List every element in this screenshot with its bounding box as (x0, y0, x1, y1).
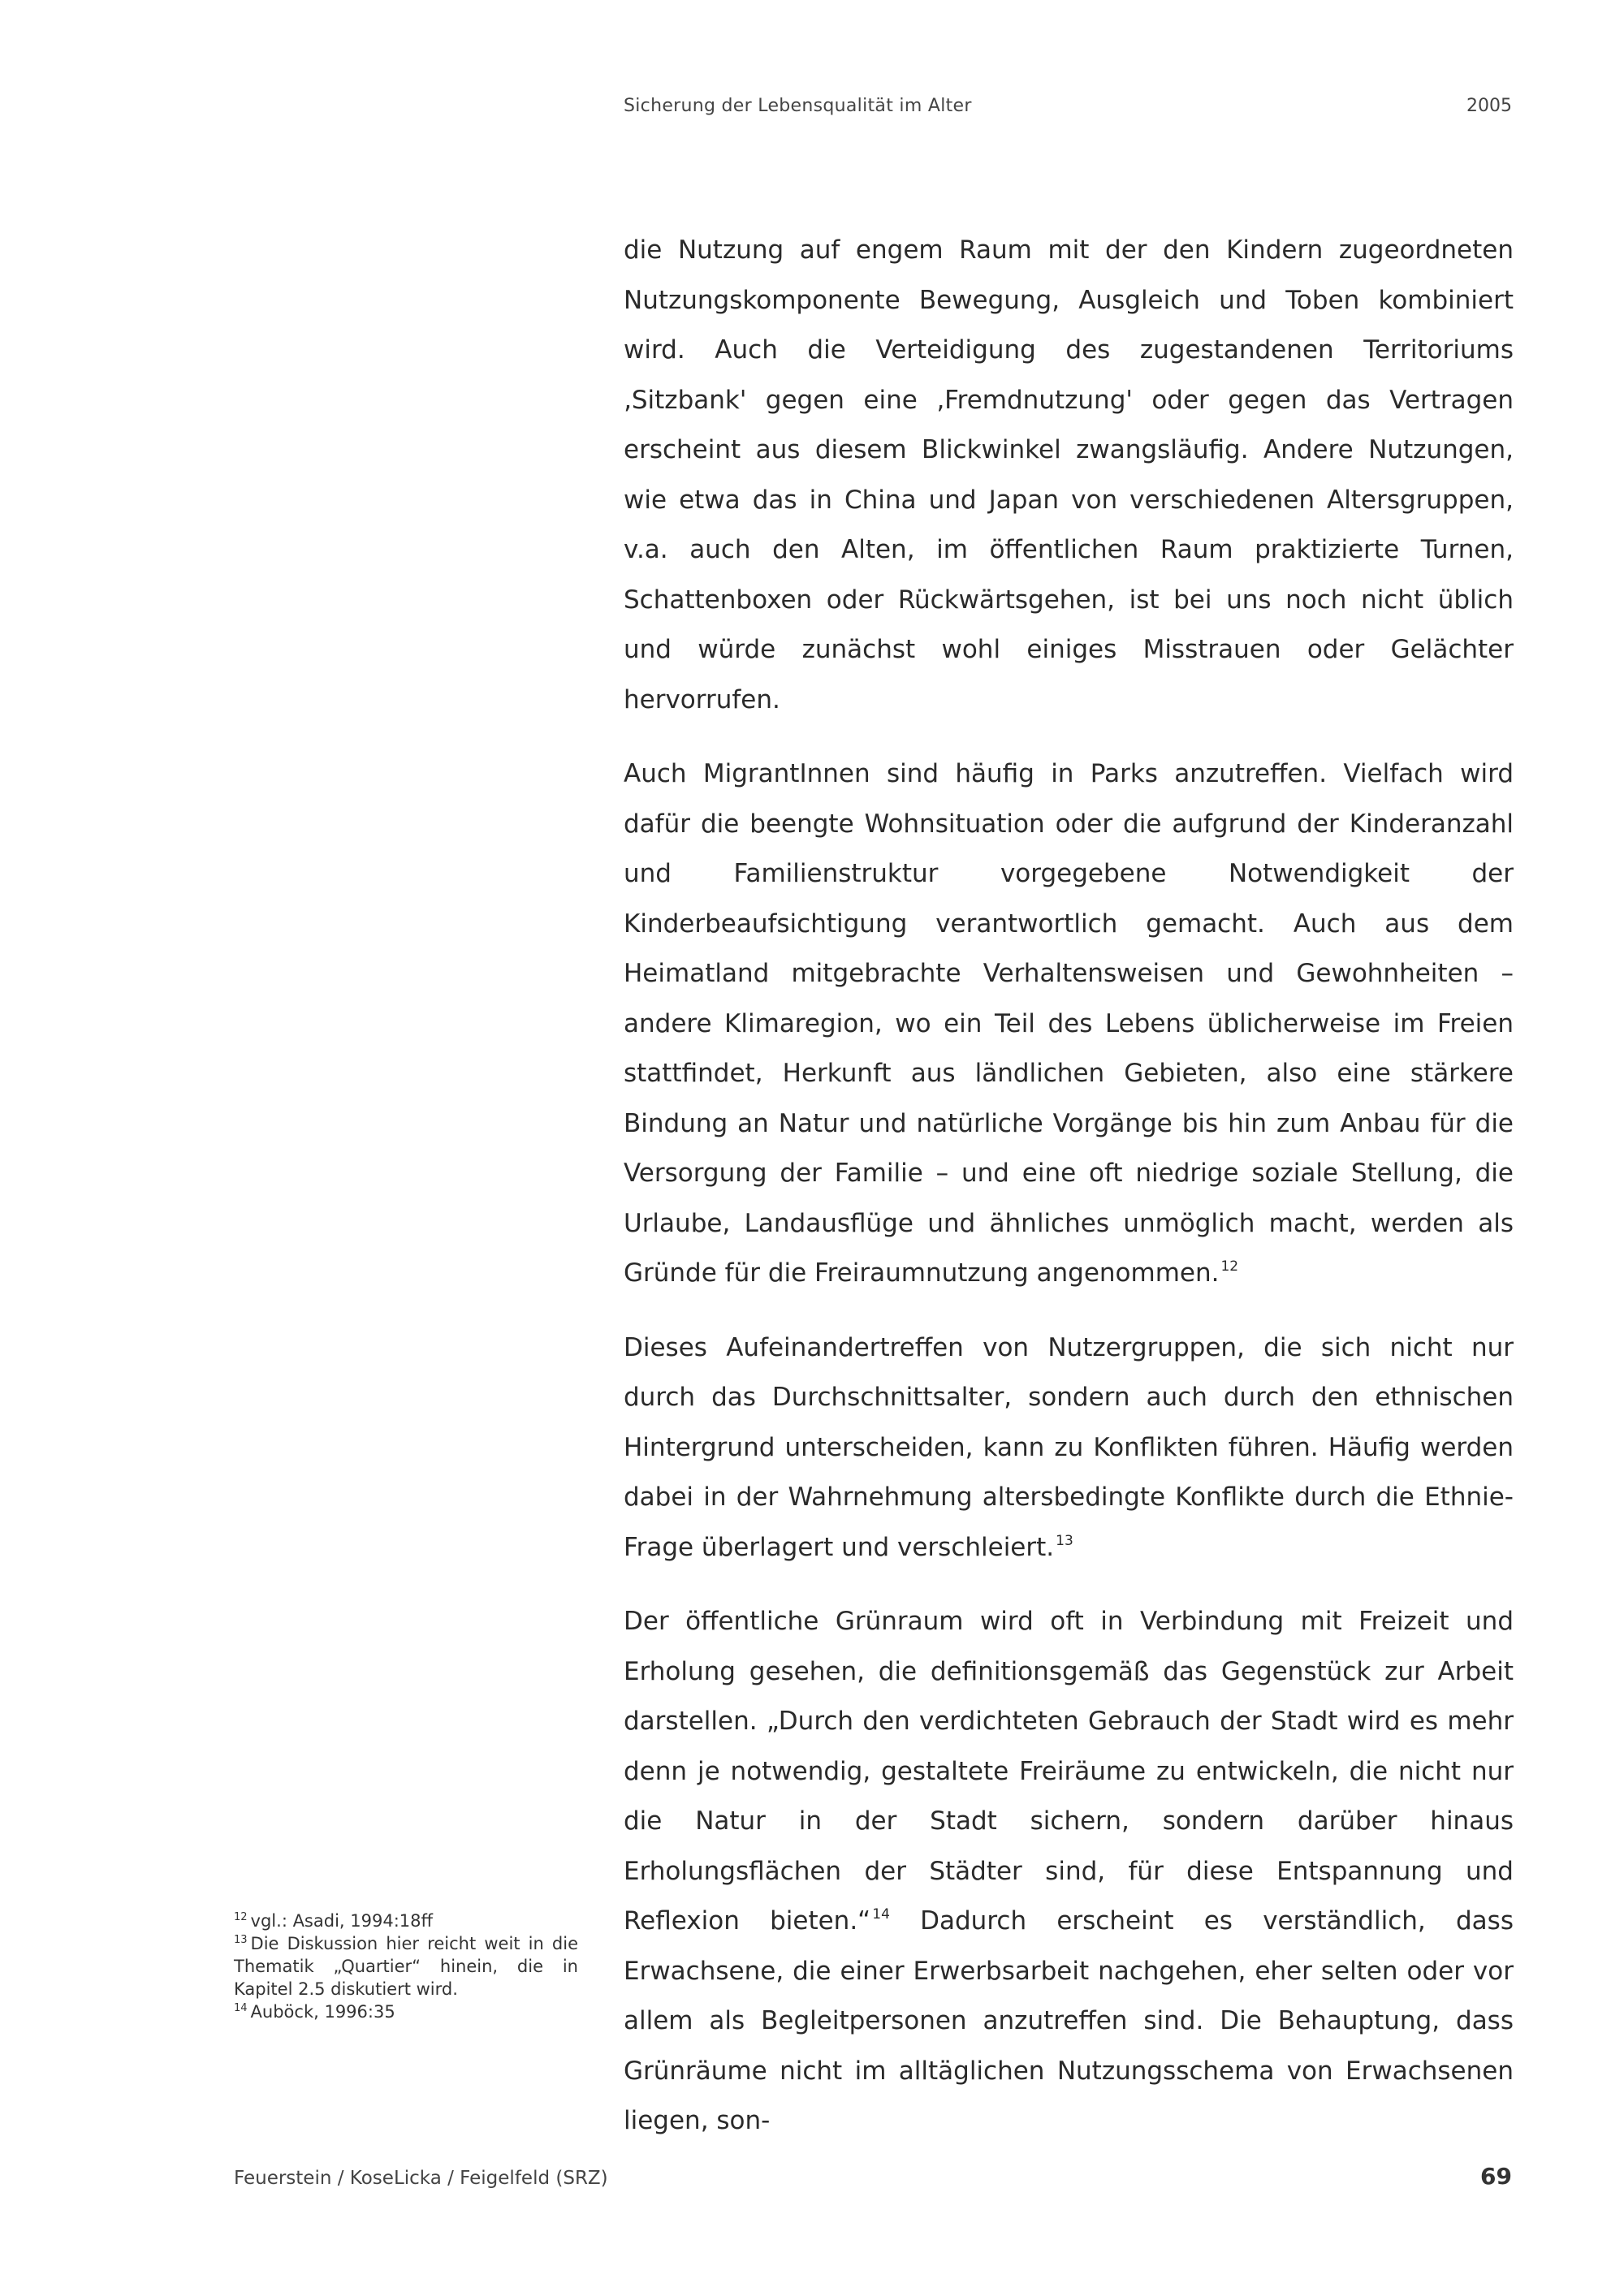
footnotes (234, 1910, 578, 2023)
footnote-number: 12 (234, 1911, 248, 1923)
paragraph-text: Dieses Aufeinandertreffen von Nutzergruppen, die sich nicht nur durch das Durchschnittsalter, sondern auch durch den ethnischen Hintergrund unterscheiden, kann zu Konflikten führen. Häufig werden dabei in der Wahrnehmung altersbedingte Konflikte durch die Ethnie-Frage überlagert und verschleiert. (624, 1332, 1514, 1562)
paragraph-text: Der öffentliche Grünraum wird oft in Verbindung mit Freizeit und Erholung gesehen, die definitionsgemäß das Gegenstück zur Arbeit darstellen. „Durch den verdichteten Gebrauch der Stadt wird es mehr denn je notwendig, gestaltete Freiräume zu entwickeln, die nicht nur die Natur in der Stadt sichern, sondern darüber hinaus Erholungsflächen der Städter sind, für diese Entspannung und Reflexion bieten.“ (624, 1607, 1514, 1936)
footnote (234, 1932, 578, 2000)
paragraph (624, 226, 1514, 725)
footnote-ref: 13 (1056, 1532, 1073, 1549)
footnote-number: 13 (234, 1934, 248, 1946)
paragraph (624, 1323, 1514, 1573)
paragraph (624, 749, 1514, 1299)
paragraph-text: Dadurch erscheint es verständlich, dass Erwachsene, die einer Erwerbsarbeit nachgehen, eher selten oder vor allem als Begleitpersonen anzutreffen sind. Die Behauptung, dass Grünräume nicht im alltäglichen Nutzungsschema von Erwachsenen liegen, son- (624, 1906, 1514, 2135)
footnote-text: vgl.: Asadi, 1994:18ff (250, 1911, 433, 1931)
footnote (234, 1910, 578, 1932)
footnote-text: Auböck, 1996:35 (250, 2002, 395, 2022)
paragraph-text: die Nutzung auf engem Raum mit der den Kindern zugeordneten Nutzungskomponente Bewegung, Ausgleich und Toben kombiniert wird. Auch die Verteidigung des zugestandenen Territoriums ‚Sitzbank' gegen eine ‚Fremdnutzung' oder gegen das Vertragen erscheint aus diesem Blickwinkel zwangsläufig. Andere Nutzungen, wie etwa das in China und Japan von verschiedenen Altersgruppen, v.a. auch den Alten, im öffentlichen Raum praktizierte Turnen, Schattenboxen oder Rückwärtsgehen, ist bei uns noch nicht üblich und würde zunächst wohl einiges Misstrauen oder Gelächter hervorrufen. (624, 235, 1514, 714)
running-header-year: 2005 (1466, 96, 1512, 116)
paragraph (624, 1597, 1514, 2147)
footnote (234, 2000, 578, 2023)
footer-authors: Feuerstein / KoseLicka / Feigelfeld (SRZ) (234, 2168, 608, 2189)
footnote-ref: 14 (872, 1906, 890, 1923)
footnote-number: 14 (234, 2002, 248, 2014)
main-text-column (624, 226, 1514, 2171)
footnote-text: Die Diskussion hier reicht weit in die Thematik „Quartier“ hinein, die in Kapitel 2.5 diskutiert wird. (234, 1934, 578, 1999)
page-number: 69 (1480, 2163, 1512, 2190)
paragraph-text: Auch MigrantInnen sind häufig in Parks anzutreffen. Vielfach wird dafür die beengte Wohnsituation oder die aufgrund der Kinderanzahl und Familienstruktur vorgegebene Notwendigkeit der Kinderbeaufsichtigung verantwortlich gemacht. Auch aus dem Heimatland mitgebrachte Verhaltensweisen und Gewohnheiten – andere Klimaregion, wo ein Teil des Lebens üblicherweise im Freien stattfindet, Herkunft aus ländlichen Gebieten, also eine stärkere Bindung an Natur und natürliche Vorgänge bis hin zum Anbau für die Versorgung der Familie – und eine oft niedrige soziale Stellung, die Urlaube, Landausflüge und ähnliches unmöglich macht, werden als Gründe für die Freiraumnutzung angenommen. (624, 759, 1514, 1288)
footnote-ref: 12 (1220, 1258, 1239, 1275)
running-header-title: Sicherung der Lebensqualität im Alter (624, 96, 972, 116)
